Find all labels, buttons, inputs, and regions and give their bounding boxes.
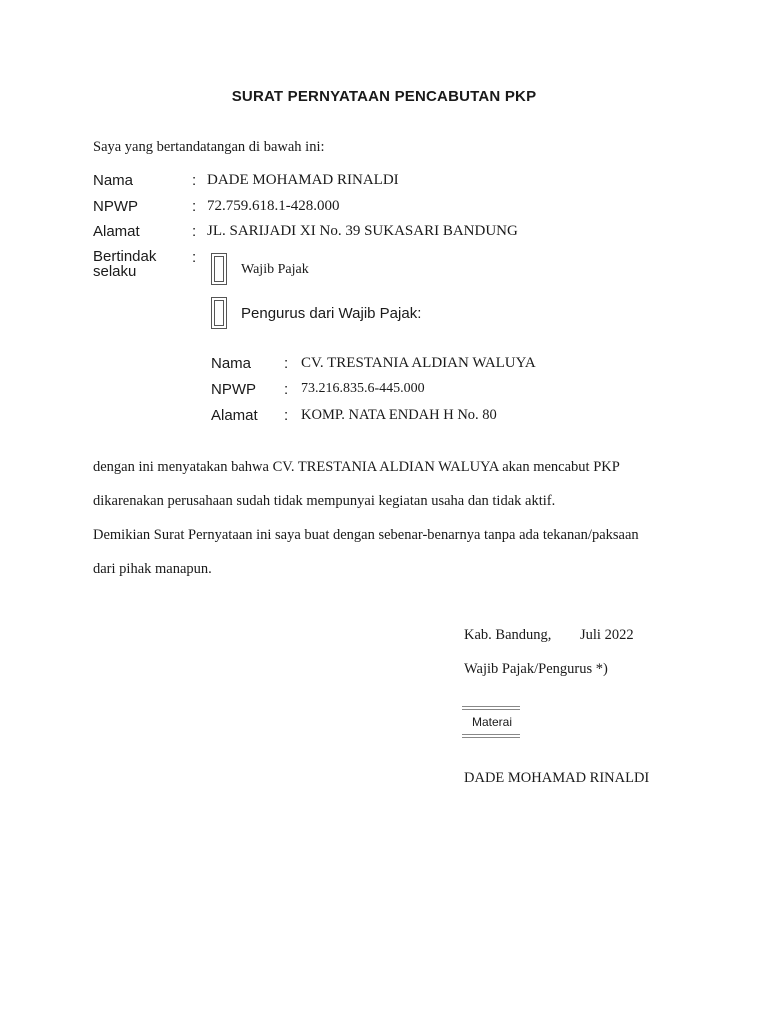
- statement-line-4: dari pihak manapun.: [93, 561, 212, 577]
- statement-line-1: dengan ini menyatakan bahwa CV. TRESTANIA ALDIAN WALUYA akan mencabut PKP: [93, 459, 620, 475]
- signer-address-label: Alamat: [93, 223, 140, 240]
- taxpayer-checkbox[interactable]: [211, 253, 227, 285]
- page-title: SURAT PERNYATAAN PENCABUTAN PKP: [231, 88, 537, 105]
- company-name-value: CV. TRESTANIA ALDIAN WALUYA: [301, 355, 536, 371]
- signer-npwp-label: NPWP: [93, 198, 138, 215]
- signer-npwp-value: 72.759.618.1-428.000: [207, 198, 340, 214]
- signer-name-value: DADE MOHAMAD RINALDI: [207, 172, 399, 188]
- company-name-colon: :: [284, 355, 289, 372]
- company-npwp-label: NPWP: [211, 381, 256, 398]
- signer-name-colon: :: [192, 172, 197, 189]
- company-address-value: KOMP. NATA ENDAH H No. 80: [301, 407, 497, 423]
- statement-line-3: Demikian Surat Pernyataan ini saya buat dengan sebenar-benarnya tanpa ada tekanan/paksaan: [93, 527, 639, 543]
- company-name-label: Nama: [211, 355, 252, 372]
- acting-as-colon: :: [192, 249, 197, 266]
- company-address-colon: :: [284, 407, 289, 424]
- signature-role: Wajib Pajak/Pengurus *): [464, 661, 608, 677]
- administrator-checkbox[interactable]: [211, 297, 227, 329]
- signer-address-colon: :: [192, 223, 197, 240]
- company-npwp-value: 73.216.835.6-445.000: [301, 381, 425, 396]
- company-npwp-colon: :: [284, 381, 289, 398]
- acting-as-label: Bertindak selaku: [93, 248, 157, 280]
- statement-line-2: dikarenakan perusahaan sudah tidak mempunyai kegiatan usaha dan tidak aktif.: [93, 493, 556, 509]
- signer-npwp-colon: :: [192, 198, 197, 215]
- signature-date: Juli 2022: [580, 627, 634, 643]
- signer-name-label: Nama: [93, 172, 134, 189]
- intro-text: Saya yang bertandatangan di bawah ini:: [93, 139, 325, 155]
- company-address-label: Alamat: [211, 407, 258, 424]
- taxpayer-option-label: Wajib Pajak: [241, 262, 309, 277]
- administrator-option-label: Pengurus dari Wajib Pajak:: [241, 305, 422, 322]
- signer-address-value: JL. SARIJADI XI No. 39 SUKASARI BANDUNG: [207, 223, 518, 239]
- stamp-label: Materai: [472, 715, 513, 729]
- signature-place: Kab. Bandung,: [464, 627, 552, 643]
- signatory-name: DADE MOHAMAD RINALDI: [464, 770, 650, 786]
